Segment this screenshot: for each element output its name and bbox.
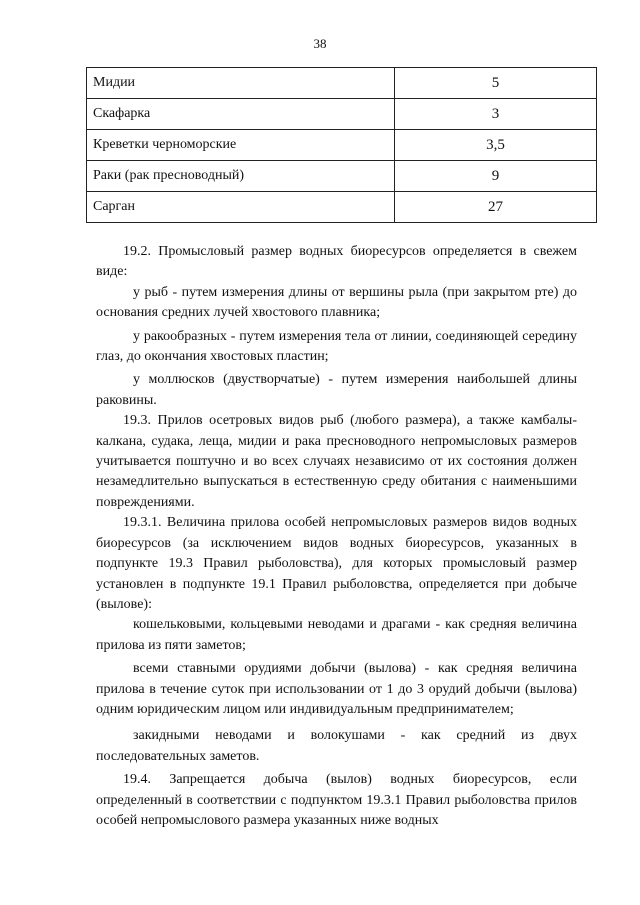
page-number: 38 [313, 36, 327, 51]
species-name: Креветки черноморские [87, 130, 395, 161]
paragraph-fixed-gear: всеми ставными орудиями добычи (вылова) - как средняя величина прилова в течение суток при использовании от 1 до 3 орудий добычи (вылова) одним юридическим лицом или индивидуальным предпринимателем; [96, 661, 577, 717]
size-value: 5 [395, 68, 597, 99]
paragraph-19-2: 19.2. Промысловый размер водных биоресурсов определяется в свежем виде: [96, 244, 577, 280]
species-name: Мидии [87, 68, 395, 99]
table-row [87, 99, 597, 130]
species-size-table [86, 67, 597, 223]
paragraph-crustacean-measure: у ракообразных - путем измерения тела от линии, соединяющей середину глаз, до окончания хвостовых пластин; [96, 328, 577, 365]
species-name: Раки (рак пресноводный) [87, 161, 395, 192]
paragraph-19-4: 19.4. Запрещается добыча (вылов) водных биоресурсов, если определенный в соответствии с подпунктом 19.3.1 Правил рыболовства прилов особей непромыслового размера указанных ниже водных [96, 772, 577, 828]
size-value: 9 [395, 161, 597, 192]
size-value: 27 [395, 192, 597, 223]
species-name: Сарган [87, 192, 395, 223]
paragraph-mollusk-measure: у моллюсков (двустворчатые) - путем измерения наибольшей длины раковины. [96, 372, 577, 408]
paragraph-purse-seines: кошельковыми, кольцевыми неводами и драгами - как средняя величина прилова из пяти заметов; [96, 617, 577, 653]
table-row [87, 130, 597, 161]
size-value: 3 [395, 99, 597, 130]
table-row [87, 192, 597, 223]
table-row [87, 161, 597, 192]
table-row [87, 68, 597, 99]
paragraph-fish-measure: у рыб - путем измерения длины от вершины рыла (при закрытом рте) до основания средних лучей хвостового плавника; [96, 284, 577, 321]
species-name: Скафарка [87, 99, 395, 130]
document-body [96, 242, 577, 831]
paragraph-19-3: 19.3. Прилов осетровых видов рыб (любого размера), а также камбалы-калкана, судака, леща, мидии и рака пресноводного непромысловых размеров учитывается поштучно и во всех случаях независимо от их состояния должен незамедлительно выпускаться в естественную среду обитания с наименьшими повреждениями. [96, 413, 577, 510]
paragraph-beach-seines: закидными неводами и волокушами - как средний из двух последовательных заметов. [96, 728, 577, 764]
size-value: 3,5 [395, 130, 597, 161]
paragraph-19-3-1: 19.3.1. Величина прилова особей непромысловых размеров видов водных биоресурсов (за исключением видов водных биоресурсов, указанных в подпункте 19.3 Правил рыболовства), для которых промысловый размер установлен в подпункте 19.1 Правил рыболовства, определяется при добыче (вылове): [96, 515, 577, 612]
